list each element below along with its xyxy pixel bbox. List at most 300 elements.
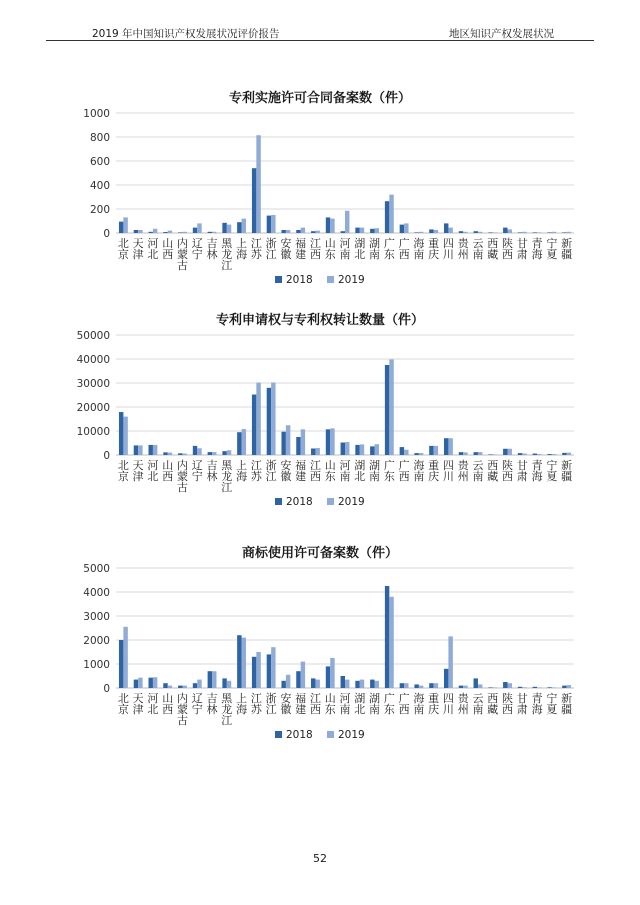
y-tick-label: 600	[89, 156, 110, 168]
bar-2019	[256, 652, 260, 688]
bar-2019	[360, 680, 364, 688]
x-tick-label: 甘肃	[516, 237, 528, 261]
bar-2019	[389, 359, 393, 455]
bar-2018	[474, 678, 478, 688]
bar-2019	[345, 680, 349, 688]
bar-2019	[522, 687, 526, 688]
legend-label: 2019	[338, 496, 365, 508]
x-tick-label: 江西	[309, 459, 321, 483]
bar-2018	[208, 232, 212, 233]
bar-2018	[281, 230, 285, 233]
bar-2019	[448, 438, 452, 455]
bar-2018	[193, 683, 197, 688]
x-tick-label: 江苏	[250, 237, 262, 261]
x-tick-label: 西藏	[487, 692, 499, 716]
page-header	[46, 22, 594, 41]
chart-patent-license-contracts	[60, 88, 580, 313]
bar-2018	[163, 683, 167, 688]
bar-2019	[271, 647, 275, 688]
bar-2018	[562, 453, 566, 455]
bar-2018	[355, 445, 359, 455]
x-tick-label: 海南	[413, 237, 425, 261]
bar-2019	[153, 677, 157, 688]
x-tick-label: 福建	[295, 459, 307, 483]
x-tick-label: 内蒙古	[176, 692, 188, 727]
bar-2019	[567, 685, 571, 688]
bar-2019	[552, 232, 556, 233]
x-tick-label: 新疆	[561, 692, 573, 716]
x-tick-label: 安徽	[280, 237, 292, 261]
x-tick-label: 吉林	[206, 237, 218, 261]
y-tick-label: 1000	[83, 659, 110, 671]
bar-2018	[547, 232, 551, 233]
bar-2018	[488, 232, 492, 233]
bar-2019	[315, 448, 319, 455]
bar-2019	[286, 425, 290, 455]
x-tick-label: 内蒙古	[176, 459, 188, 494]
bar-2019	[123, 217, 127, 233]
bar-2018	[163, 232, 167, 233]
bar-2018	[474, 231, 478, 233]
bar-2018	[488, 454, 492, 455]
bar-2018	[385, 201, 389, 233]
bar-2018	[326, 666, 330, 688]
bar-2018	[503, 682, 507, 688]
bar-2018	[134, 230, 138, 233]
bar-2019	[227, 450, 231, 455]
chart-svg	[60, 88, 580, 313]
bar-2019	[448, 228, 452, 233]
bar-2018	[533, 232, 537, 233]
bar-2018	[208, 671, 212, 688]
bar-2019	[448, 636, 452, 688]
y-tick-label: 30000	[76, 378, 110, 390]
bar-2019	[463, 686, 467, 688]
header-section: 地区知识产权发展状况	[449, 28, 554, 40]
y-tick-label: 400	[89, 180, 110, 192]
bar-2019	[389, 195, 393, 233]
x-tick-label: 浙江	[265, 692, 277, 716]
x-tick-label: 河南	[339, 459, 351, 483]
bar-2018	[414, 232, 418, 233]
x-tick-label: 安徽	[280, 459, 292, 483]
x-tick-label: 青海	[531, 692, 543, 716]
y-tick-label: 3000	[83, 611, 110, 623]
bar-2018	[222, 223, 226, 233]
x-tick-label: 宁夏	[546, 459, 558, 483]
bar-2019	[138, 445, 142, 455]
bar-2019	[330, 658, 334, 688]
x-tick-label: 宁夏	[546, 237, 558, 261]
bar-2018	[414, 453, 418, 455]
bar-2019	[315, 680, 319, 688]
bar-2019	[478, 232, 482, 233]
x-tick-label: 四川	[442, 459, 454, 483]
bar-2019	[227, 681, 231, 688]
chart-svg	[60, 543, 580, 768]
bar-2018	[252, 657, 256, 688]
bar-2019	[522, 232, 526, 233]
y-tick-label: 200	[89, 204, 110, 216]
bar-2018	[193, 228, 197, 233]
y-tick-label: 0	[103, 228, 110, 240]
bar-2018	[518, 453, 522, 455]
x-tick-label: 宁夏	[546, 692, 558, 716]
bar-2018	[237, 635, 241, 688]
bar-2019	[478, 452, 482, 455]
bar-2019	[552, 454, 556, 455]
x-tick-label: 广东	[383, 692, 395, 716]
x-tick-label: 吉林	[206, 459, 218, 483]
x-tick-label: 广东	[383, 237, 395, 261]
bar-2018	[237, 432, 241, 455]
bar-2019	[182, 686, 186, 688]
bar-2018	[341, 676, 345, 688]
x-tick-label: 贵州	[457, 692, 469, 716]
bar-2019	[375, 228, 379, 233]
x-tick-label: 海南	[413, 692, 425, 716]
x-tick-label: 陕西	[502, 237, 514, 261]
bar-2018	[208, 452, 212, 455]
bar-2018	[429, 229, 433, 233]
bar-2018	[444, 669, 448, 688]
bar-2019	[375, 681, 379, 688]
bar-2019	[404, 223, 408, 233]
bar-2018	[474, 452, 478, 455]
bar-2019	[271, 215, 275, 233]
x-tick-label: 浙江	[265, 459, 277, 483]
bar-2018	[149, 445, 153, 455]
bar-2019	[537, 687, 541, 688]
bar-2019	[301, 228, 305, 233]
bar-2019	[434, 446, 438, 455]
bar-2019	[286, 230, 290, 233]
x-tick-label: 北京	[117, 692, 129, 716]
x-tick-label: 湖北	[354, 459, 366, 483]
bar-2019	[168, 453, 172, 455]
x-tick-label: 上海	[236, 692, 248, 716]
x-tick-label: 广西	[398, 692, 410, 716]
chart-title: 专利申请权与专利权转让数量（件）	[215, 313, 425, 328]
y-tick-label: 5000	[83, 563, 110, 575]
bar-2019	[212, 232, 216, 233]
bar-2019	[138, 678, 142, 688]
x-tick-label: 江西	[309, 237, 321, 261]
bar-2019	[508, 683, 512, 688]
bar-2018	[503, 449, 507, 455]
bar-2018	[547, 687, 551, 688]
legend-swatch-2019	[327, 498, 334, 505]
bar-2018	[222, 678, 226, 688]
bar-2019	[182, 232, 186, 233]
bar-2018	[119, 640, 123, 688]
bar-2018	[193, 446, 197, 455]
x-tick-label: 陕西	[502, 692, 514, 716]
x-tick-label: 天津	[132, 692, 144, 716]
bar-2019	[182, 454, 186, 455]
bar-2019	[493, 687, 497, 688]
bar-2018	[341, 443, 345, 455]
x-tick-label: 上海	[236, 459, 248, 483]
bar-2018	[252, 395, 256, 455]
bar-2019	[197, 223, 201, 233]
x-tick-label: 四川	[442, 692, 454, 716]
bar-2019	[197, 448, 201, 455]
bar-2018	[488, 687, 492, 688]
x-tick-label: 天津	[132, 459, 144, 483]
page-number: 52	[313, 852, 327, 865]
bar-2019	[123, 417, 127, 455]
x-tick-label: 江西	[309, 692, 321, 716]
bar-2018	[370, 680, 374, 688]
x-tick-label: 青海	[531, 459, 543, 483]
bar-2019	[434, 230, 438, 233]
x-tick-label: 天津	[132, 237, 144, 261]
bar-2019	[330, 428, 334, 455]
x-tick-label: 上海	[236, 237, 248, 261]
x-tick-label: 江苏	[250, 692, 262, 716]
bar-2019	[227, 225, 231, 233]
x-tick-label: 云南	[472, 692, 484, 716]
bar-2018	[444, 438, 448, 455]
bar-2018	[296, 437, 300, 455]
legend-swatch-2018	[275, 731, 282, 738]
x-tick-label: 贵州	[457, 459, 469, 483]
bar-2018	[296, 230, 300, 233]
bar-2018	[149, 678, 153, 688]
bar-2018	[311, 449, 315, 455]
bar-2019	[360, 444, 364, 455]
bar-2018	[267, 388, 271, 455]
bar-2018	[237, 222, 241, 233]
bar-2018	[119, 412, 123, 455]
bar-2019	[419, 232, 423, 233]
x-tick-label: 河北	[147, 237, 159, 261]
bar-2018	[163, 452, 167, 455]
bar-2018	[562, 686, 566, 688]
legend-swatch-2018	[275, 498, 282, 505]
y-tick-label: 10000	[76, 426, 110, 438]
bar-2018	[326, 217, 330, 233]
x-tick-label: 西藏	[487, 459, 499, 483]
bar-2019	[493, 454, 497, 455]
bar-2019	[404, 683, 408, 688]
bar-2019	[123, 627, 127, 688]
y-tick-label: 4000	[83, 587, 110, 599]
legend-swatch-2018	[275, 276, 282, 283]
bar-2019	[286, 675, 290, 688]
x-tick-label: 新疆	[561, 237, 573, 261]
x-tick-label: 黑龙江	[221, 692, 233, 727]
bar-2018	[178, 686, 182, 688]
bar-2018	[429, 446, 433, 455]
bar-2018	[119, 222, 123, 233]
bar-2019	[153, 229, 157, 233]
bar-2018	[459, 231, 463, 233]
header-title: 2019 年中国知识产权发展状况评价报告	[92, 28, 280, 40]
x-tick-label: 甘肃	[516, 692, 528, 716]
bar-2019	[375, 444, 379, 455]
bar-2019	[537, 232, 541, 233]
x-tick-label: 江苏	[250, 459, 262, 483]
y-tick-label: 0	[103, 683, 110, 695]
bar-2019	[360, 228, 364, 233]
bar-2018	[459, 686, 463, 688]
bar-2019	[330, 219, 334, 233]
x-tick-label: 黑龙江	[221, 237, 233, 272]
x-tick-label: 山西	[162, 459, 174, 483]
x-tick-label: 河南	[339, 237, 351, 261]
bar-2019	[404, 450, 408, 455]
y-tick-label: 1000	[83, 108, 110, 120]
legend-swatch-2019	[327, 276, 334, 283]
bar-2019	[389, 597, 393, 688]
bar-2018	[547, 454, 551, 455]
bar-2018	[252, 168, 256, 233]
x-tick-label: 陕西	[502, 459, 514, 483]
x-tick-label: 重庆	[428, 459, 440, 483]
bar-2019	[256, 135, 260, 233]
bar-2019	[242, 429, 246, 455]
bar-2019	[419, 686, 423, 688]
x-tick-label: 广西	[398, 459, 410, 483]
bar-2018	[222, 451, 226, 455]
bar-2018	[400, 447, 404, 455]
bar-2019	[508, 229, 512, 233]
bar-2019	[537, 454, 541, 455]
x-tick-label: 西藏	[487, 237, 499, 261]
bar-2019	[153, 445, 157, 455]
bar-2019	[256, 383, 260, 455]
bar-2018	[134, 445, 138, 455]
x-tick-label: 重庆	[428, 237, 440, 261]
x-tick-label: 山东	[324, 459, 336, 483]
x-tick-label: 河北	[147, 459, 159, 483]
bar-2018	[400, 683, 404, 688]
bar-2019	[301, 429, 305, 455]
bar-2019	[212, 671, 216, 688]
bar-2018	[296, 671, 300, 688]
bar-2018	[370, 446, 374, 455]
y-tick-label: 0	[103, 450, 110, 462]
x-tick-label: 安徽	[280, 692, 292, 716]
bar-2019	[508, 449, 512, 455]
x-tick-label: 湖北	[354, 237, 366, 261]
x-tick-label: 辽宁	[191, 692, 203, 716]
bar-2018	[533, 687, 537, 688]
bar-2019	[552, 687, 556, 688]
legend-label: 2019	[338, 729, 365, 741]
x-tick-label: 贵州	[457, 237, 469, 261]
bar-2018	[311, 231, 315, 233]
bar-2019	[168, 231, 172, 233]
bar-2019	[345, 442, 349, 455]
bar-2019	[212, 452, 216, 455]
x-tick-label: 内蒙古	[176, 237, 188, 272]
legend-swatch-2019	[327, 731, 334, 738]
legend-label: 2018	[286, 729, 313, 741]
x-tick-label: 甘肃	[516, 459, 528, 483]
bar-2019	[478, 684, 482, 688]
x-tick-label: 福建	[295, 692, 307, 716]
bar-2018	[355, 681, 359, 688]
x-tick-label: 广东	[383, 459, 395, 483]
bar-2019	[345, 211, 349, 233]
bar-2018	[178, 232, 182, 233]
x-tick-label: 山东	[324, 692, 336, 716]
x-tick-label: 重庆	[428, 692, 440, 716]
legend-label: 2018	[286, 274, 313, 286]
x-tick-label: 北京	[117, 237, 129, 261]
bar-2018	[503, 228, 507, 233]
bar-2019	[271, 383, 275, 455]
x-tick-label: 山西	[162, 237, 174, 261]
y-tick-label: 50000	[76, 330, 110, 342]
bar-2018	[518, 687, 522, 688]
y-tick-label: 800	[89, 132, 110, 144]
x-tick-label: 新疆	[561, 459, 573, 483]
bar-2018	[355, 228, 359, 233]
x-tick-label: 福建	[295, 237, 307, 261]
chart-trademark-licenses	[60, 543, 580, 768]
x-tick-label: 湖南	[369, 692, 381, 716]
bar-2018	[267, 216, 271, 233]
x-tick-label: 山东	[324, 237, 336, 261]
x-tick-label: 山西	[162, 692, 174, 716]
bar-2018	[444, 223, 448, 233]
chart-title: 专利实施许可合同备案数（件）	[228, 91, 412, 106]
bar-2018	[149, 232, 153, 233]
bar-2018	[429, 683, 433, 688]
y-tick-label: 20000	[76, 402, 110, 414]
bar-2019	[242, 638, 246, 688]
bar-2018	[178, 453, 182, 455]
bar-2019	[419, 453, 423, 455]
legend-label: 2018	[286, 496, 313, 508]
x-tick-label: 广西	[398, 237, 410, 261]
bar-2019	[567, 232, 571, 233]
x-tick-label: 云南	[472, 237, 484, 261]
bar-2018	[134, 680, 138, 688]
bar-2019	[463, 232, 467, 233]
chart-svg	[60, 310, 580, 535]
bar-2018	[341, 231, 345, 233]
y-tick-label: 40000	[76, 354, 110, 366]
bar-2019	[138, 230, 142, 233]
x-tick-label: 浙江	[265, 237, 277, 261]
bar-2019	[242, 219, 246, 233]
bar-2019	[463, 452, 467, 455]
x-tick-label: 青海	[531, 237, 543, 261]
bar-2019	[522, 454, 526, 455]
bar-2018	[267, 654, 271, 688]
y-tick-label: 2000	[83, 635, 110, 647]
x-tick-label: 湖南	[369, 237, 381, 261]
x-tick-label: 河北	[147, 692, 159, 716]
x-tick-label: 湖北	[354, 692, 366, 716]
bar-2018	[370, 229, 374, 233]
x-tick-label: 云南	[472, 459, 484, 483]
x-tick-label: 河南	[339, 692, 351, 716]
bar-2018	[281, 681, 285, 688]
chart-title: 商标使用许可备案数（件）	[241, 546, 399, 561]
x-tick-label: 海南	[413, 459, 425, 483]
legend-label: 2019	[338, 274, 365, 286]
bar-2018	[385, 586, 389, 688]
bar-2018	[400, 225, 404, 233]
bar-2019	[168, 686, 172, 688]
x-tick-label: 吉林	[206, 692, 218, 716]
